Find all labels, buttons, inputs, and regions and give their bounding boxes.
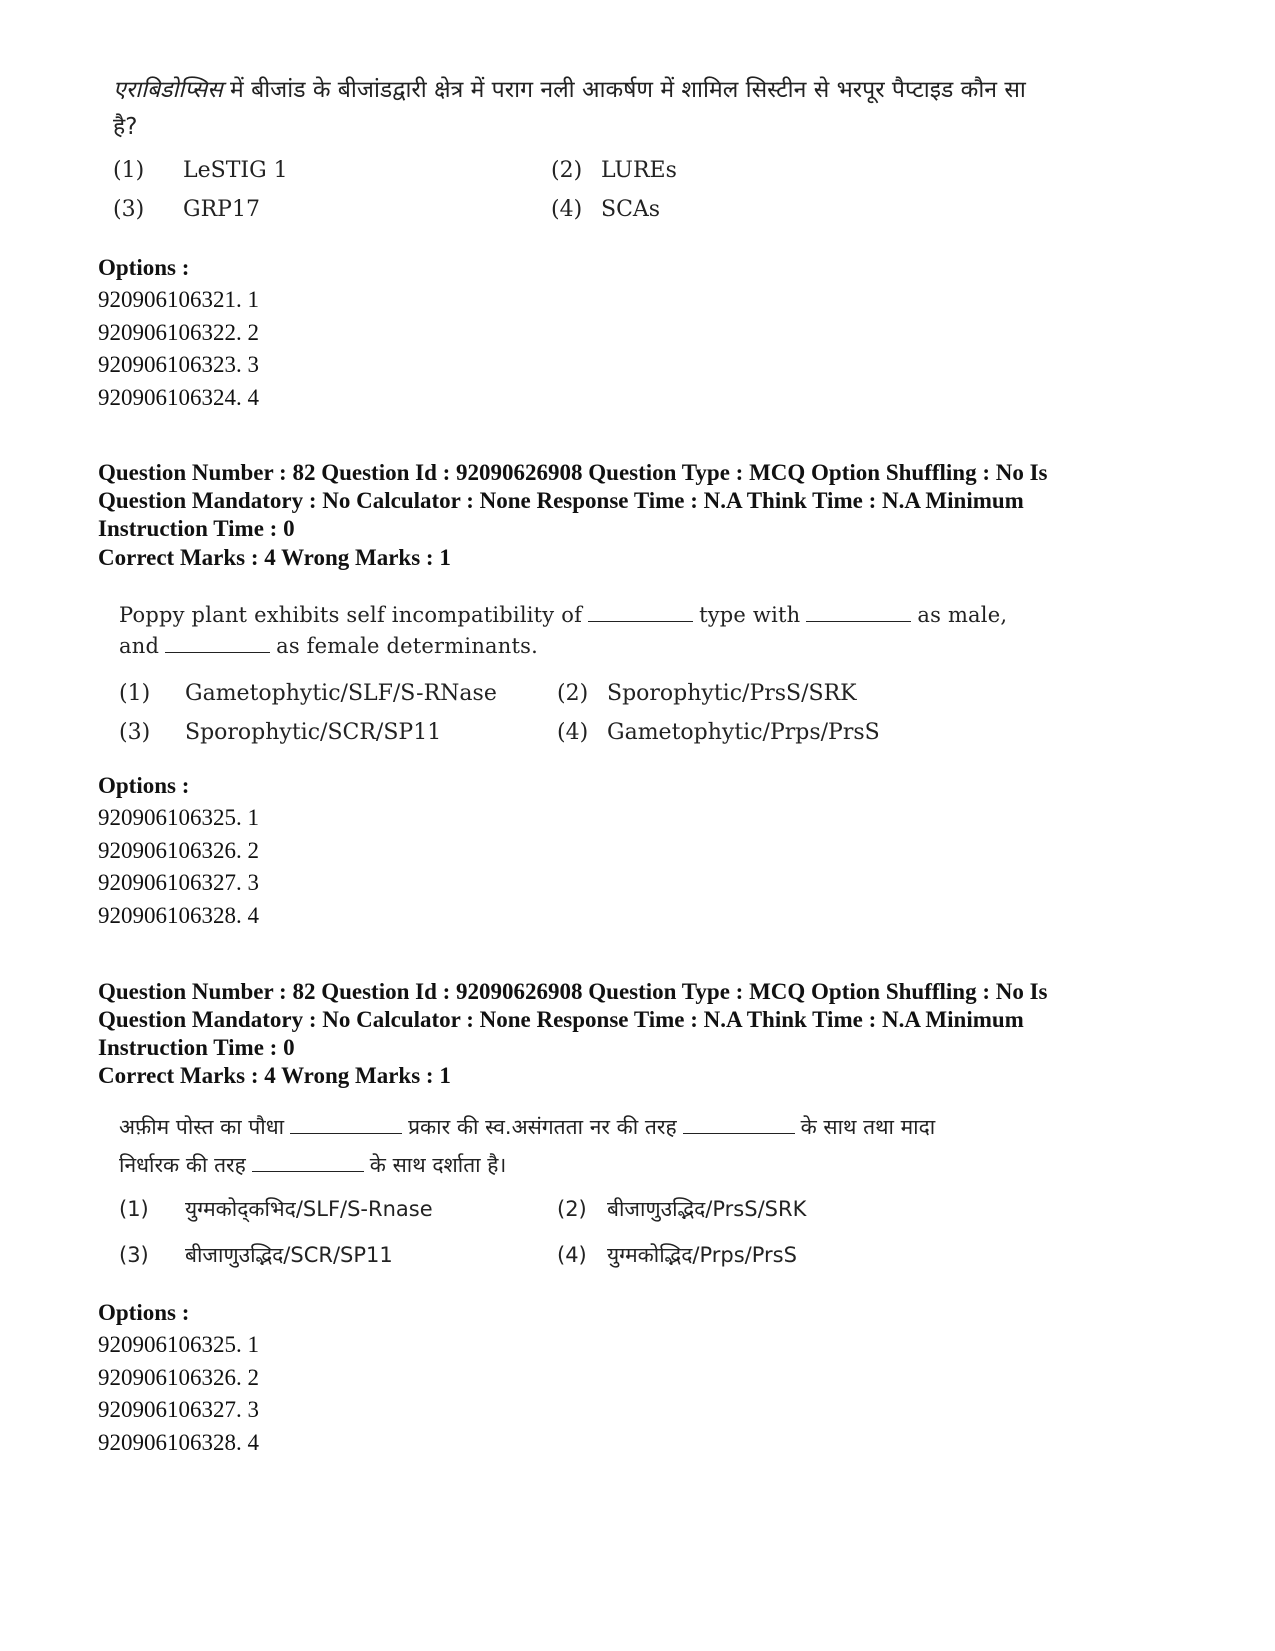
choice-2: (2) LUREs [551, 158, 677, 183]
choice-4: (4) SCAs [551, 197, 661, 222]
stem-italic-term: एराबिडोप्सिस [113, 77, 223, 103]
option-line: 920906106322. 2 [98, 320, 259, 345]
option-line: 920906106324. 4 [98, 385, 259, 410]
option-line: 920906106326. 2 [98, 838, 259, 863]
choice-2: (2) Sporophytic/PrsS/SRK [557, 681, 857, 706]
options-title: Options : [98, 255, 190, 280]
option-line: 920906106327. 3 [98, 1397, 259, 1422]
question-stem-hindi-2: अफ़ीम पोस्त का पौधा प्रकार की स्व.असंगतता नर की तरह के साथ तथा मादा निर्धारक की तरह के साथ दर्शाता है। [119, 1115, 936, 1177]
option-line: 920906106328. 4 [98, 903, 259, 928]
blank [165, 651, 270, 653]
choice-1: (1) Gametophytic/SLF/S-RNase [119, 681, 497, 706]
blank [806, 620, 911, 622]
choice-2: (2) बीजाणुउद्भिद/PrsS/SRK [557, 1197, 807, 1221]
option-line: 920906106325. 1 [98, 1332, 259, 1357]
choice-4: (4) Gametophytic/Prps/PrsS [557, 720, 880, 745]
choice-3: (3) GRP17 [113, 197, 260, 222]
option-line: 920906106325. 1 [98, 805, 259, 830]
blank [252, 1170, 364, 1172]
choice-3: (3) Sporophytic/SCR/SP11 [119, 720, 442, 745]
marks-line: Correct Marks : 4 Wrong Marks : 1 [98, 1063, 451, 1088]
option-line: 920906106328. 4 [98, 1430, 259, 1455]
blank [290, 1132, 402, 1134]
options-title: Options : [98, 1300, 190, 1325]
option-line: 920906106326. 2 [98, 1365, 259, 1390]
question-meta: Question Number : 82 Question Id : 92090626908 Question Type : MCQ Option Shuffling : No Is Question Mandatory : No Calculator : None Response Time : N.A Think Time : N.A Minimum Instruction Time : 0 [98, 979, 1048, 1060]
question-stem-english: Poppy plant exhibits self incompatibility of type with as male, and as female determinants. [119, 603, 1008, 658]
blank [588, 620, 693, 622]
blank [683, 1132, 795, 1134]
choice-3: (3) बीजाणुउद्भिद/SCR/SP11 [119, 1243, 393, 1267]
question-stem-hindi-1 [113, 72, 1033, 146]
option-line: 920906106321. 1 [98, 287, 259, 312]
choice-1: (1) LeSTIG 1 [113, 158, 288, 183]
option-line: 920906106327. 3 [98, 870, 259, 895]
marks-line: Correct Marks : 4 Wrong Marks : 1 [98, 545, 451, 570]
choice-1: (1) युग्मकोद्कभिद/SLF/S-Rnase [119, 1197, 433, 1221]
stem-text: में बीजांड के बीजांडद्वारी क्षेत्र में पराग नली आकर्षण में शामिल सिस्टीन से भरपूर पैप्टाइड कौन सा है? [113, 77, 1026, 140]
option-line: 920906106323. 3 [98, 352, 259, 377]
options-title: Options : [98, 773, 190, 798]
question-meta: Question Number : 82 Question Id : 92090626908 Question Type : MCQ Option Shuffling : No Is Question Mandatory : No Calculator : None Response Time : N.A Think Time : N.A Minimum Instruction Time : 0 [98, 460, 1048, 541]
choice-4: (4) युग्मकोद्भिद/Prps/PrsS [557, 1243, 797, 1267]
